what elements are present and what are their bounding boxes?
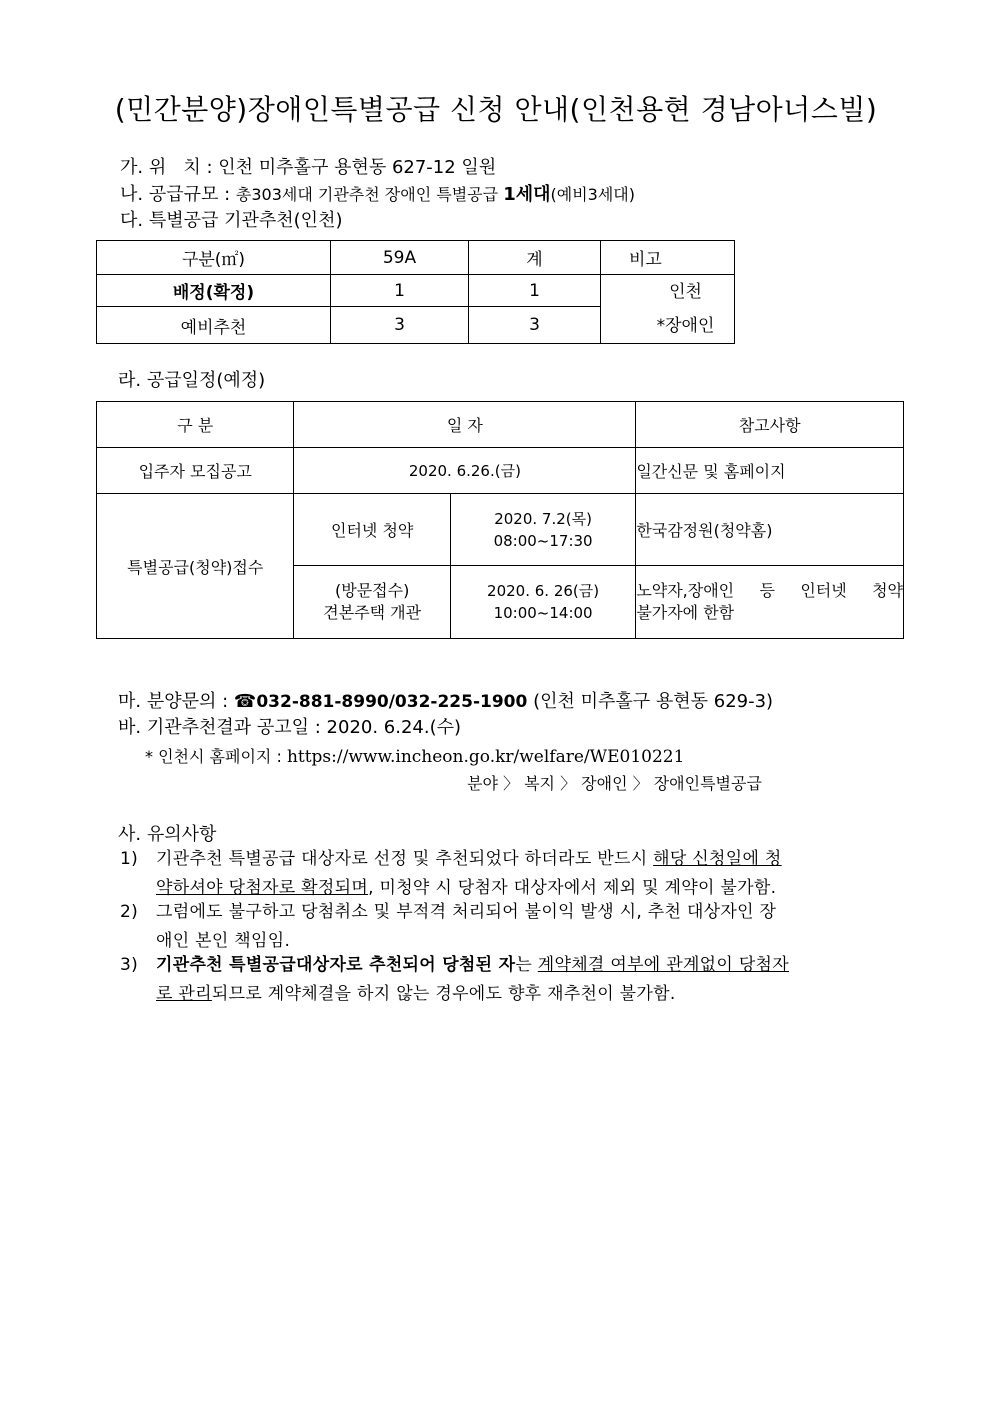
note-1-underline-b: 약하셔야 당첨자로 확정되며 [156, 878, 369, 898]
t1-row-reserve-59a: 3 [331, 307, 469, 344]
location-line [120, 157, 496, 179]
agency-recommendation-table [96, 240, 735, 344]
note-3-num: 3) [120, 955, 139, 975]
homepage-url[interactable]: https://www.incheon.go.kr/welfare/WE010221 [286, 747, 685, 767]
t1-row-reserve-total: 3 [469, 307, 601, 344]
supply-label: 나. 공급규모 [120, 184, 219, 205]
inquiry-phones: 032-881-8990/032-225-1900 [256, 692, 528, 712]
note-3 [120, 951, 900, 1009]
t1-remark-cell [601, 275, 735, 344]
location-sep: : [200, 157, 219, 178]
t1-row-reserve-label: 예비추천 [97, 307, 331, 344]
note-1-underline-a: 해당 신청일에 청 [653, 849, 782, 869]
note-3-underline-b: 로 관리 [156, 984, 212, 1004]
t1-remark-line2: *장애인 [656, 316, 715, 336]
note-2-num: 2) [120, 902, 139, 922]
inquiry-line [118, 691, 773, 713]
t2-row-internet-date [450, 494, 635, 566]
section-da-heading: 다. 특별공급 기관추천(인천) [120, 210, 343, 231]
phone-icon: ☎ [233, 691, 257, 712]
t2-row-announcement-note: 일간신문 및 홈페이지 [636, 448, 904, 494]
note-1-num: 1) [120, 849, 139, 869]
t2-row-visit-method-line1: (방문접수) [335, 581, 410, 600]
note-2 [120, 898, 900, 956]
t2-row-visit-date-line1: 2020. 6. 26(금) [487, 582, 600, 600]
t1-header-remark: 비고 [601, 241, 735, 275]
section-sa-heading: 사. 유의사항 [118, 824, 217, 845]
t1-row-confirmed-59a: 1 [331, 275, 469, 307]
t2-header-date: 일 자 [294, 402, 636, 448]
supply-count: 1세대 [503, 184, 551, 205]
note-3-line2 [120, 980, 676, 1009]
location-value: 인천 미추홀구 용현동 627-12 일원 [218, 157, 497, 178]
t2-row-visit-date [450, 566, 635, 639]
result-announcement-line: 바. 기관추천결과 공고일 : 2020. 6.24.(수) [118, 717, 462, 738]
homepage-line [145, 744, 684, 767]
t2-special-supply-label: 특별공급(청약)접수 [97, 494, 294, 639]
note-2-line1 [120, 898, 900, 927]
t2-row-internet-date-line1: 2020. 7.2(목) [494, 509, 592, 528]
page-title: (민간분양)장애인특별공급 신청 안내(인천용현 경남아너스빌) [114, 93, 878, 126]
t1-row-confirmed-total: 1 [469, 275, 601, 307]
note-3-line1 [120, 951, 900, 980]
t2-row-announcement-label: 입주자 모집공고 [97, 448, 294, 494]
note-2-text-a: 그럼에도 불구하고 당첨취소 및 부적격 처리되어 불이익 발생 시, 추천 대상자인 장 [156, 902, 777, 922]
t2-header-notes: 참고사항 [636, 402, 904, 448]
supply-value: 총303세대 기관추천 장애인 특별공급 [235, 185, 504, 204]
t2-row-visit-note [636, 566, 904, 639]
t2-row-visit-date-line2: 10:00~14:00 [493, 604, 593, 622]
supply-reserve: (예비3세대) [550, 185, 635, 204]
section-ra-heading: 라. 공급일정(예정) [118, 370, 266, 391]
supply-sep: : [218, 184, 236, 205]
t1-remark-line1: 인천 [669, 282, 702, 302]
homepage-label: * 인천시 홈페이지 : [145, 747, 287, 766]
t1-header-total: 계 [469, 241, 601, 275]
note-3-text-a: 는 [515, 955, 538, 975]
t2-row-visit-note-line1: 노약자,장애인 등 인터넷 청약 [636, 581, 903, 600]
t2-header-division: 구 분 [97, 402, 294, 448]
note-1-text-a: 기관추천 특별공급 대상자로 선정 및 추천되었다 하더라도 반드시 [156, 849, 654, 869]
note-3-text-b: 되므로 계약체결을 하지 않는 경우에도 향후 재추천이 불가함. [211, 984, 676, 1004]
location-label: 가. 위 치 [120, 157, 201, 178]
t2-row-visit-method [294, 566, 450, 639]
homepage-path: 분야 〉 복지 〉 장애인 〉 장애인특별공급 [467, 774, 762, 793]
t1-row-confirmed-label: 배정(확정) [97, 275, 331, 307]
note-3-bold: 기관추천 특별공급대상자로 추천되어 당첨된 자 [156, 955, 516, 975]
t2-row-internet-note: 한국감정원(청약홈) [636, 494, 904, 566]
note-3-underline-a: 계약체결 여부에 관계없이 당첨자 [537, 955, 789, 975]
t1-header-division: 구분(㎡) [97, 241, 331, 275]
t1-header-59a: 59A [331, 241, 469, 275]
note-1-line1 [120, 845, 900, 874]
note-2-line2: 애인 본인 책임임. [156, 931, 291, 951]
inquiry-label: 마. 분양문의 : [118, 691, 234, 712]
t2-row-visit-note-line2: 불가자에 한함 [636, 603, 735, 622]
t2-row-visit-method-line2: 견본주택 개관 [323, 603, 422, 622]
note-1-text-b: , 미청약 시 당첨자 대상자에서 제외 및 계약이 불가함. [368, 878, 777, 898]
supply-scale-line [120, 184, 635, 206]
t2-row-internet-date-line2: 08:00~17:30 [493, 531, 593, 550]
t2-row-announcement-date: 2020. 6.26.(금) [294, 448, 636, 494]
inquiry-address: (인천 미추홀구 용현동 629-3) [527, 691, 774, 712]
note-1 [120, 845, 900, 903]
t2-row-internet-method: 인터넷 청약 [294, 494, 450, 566]
supply-schedule-table [96, 401, 904, 639]
